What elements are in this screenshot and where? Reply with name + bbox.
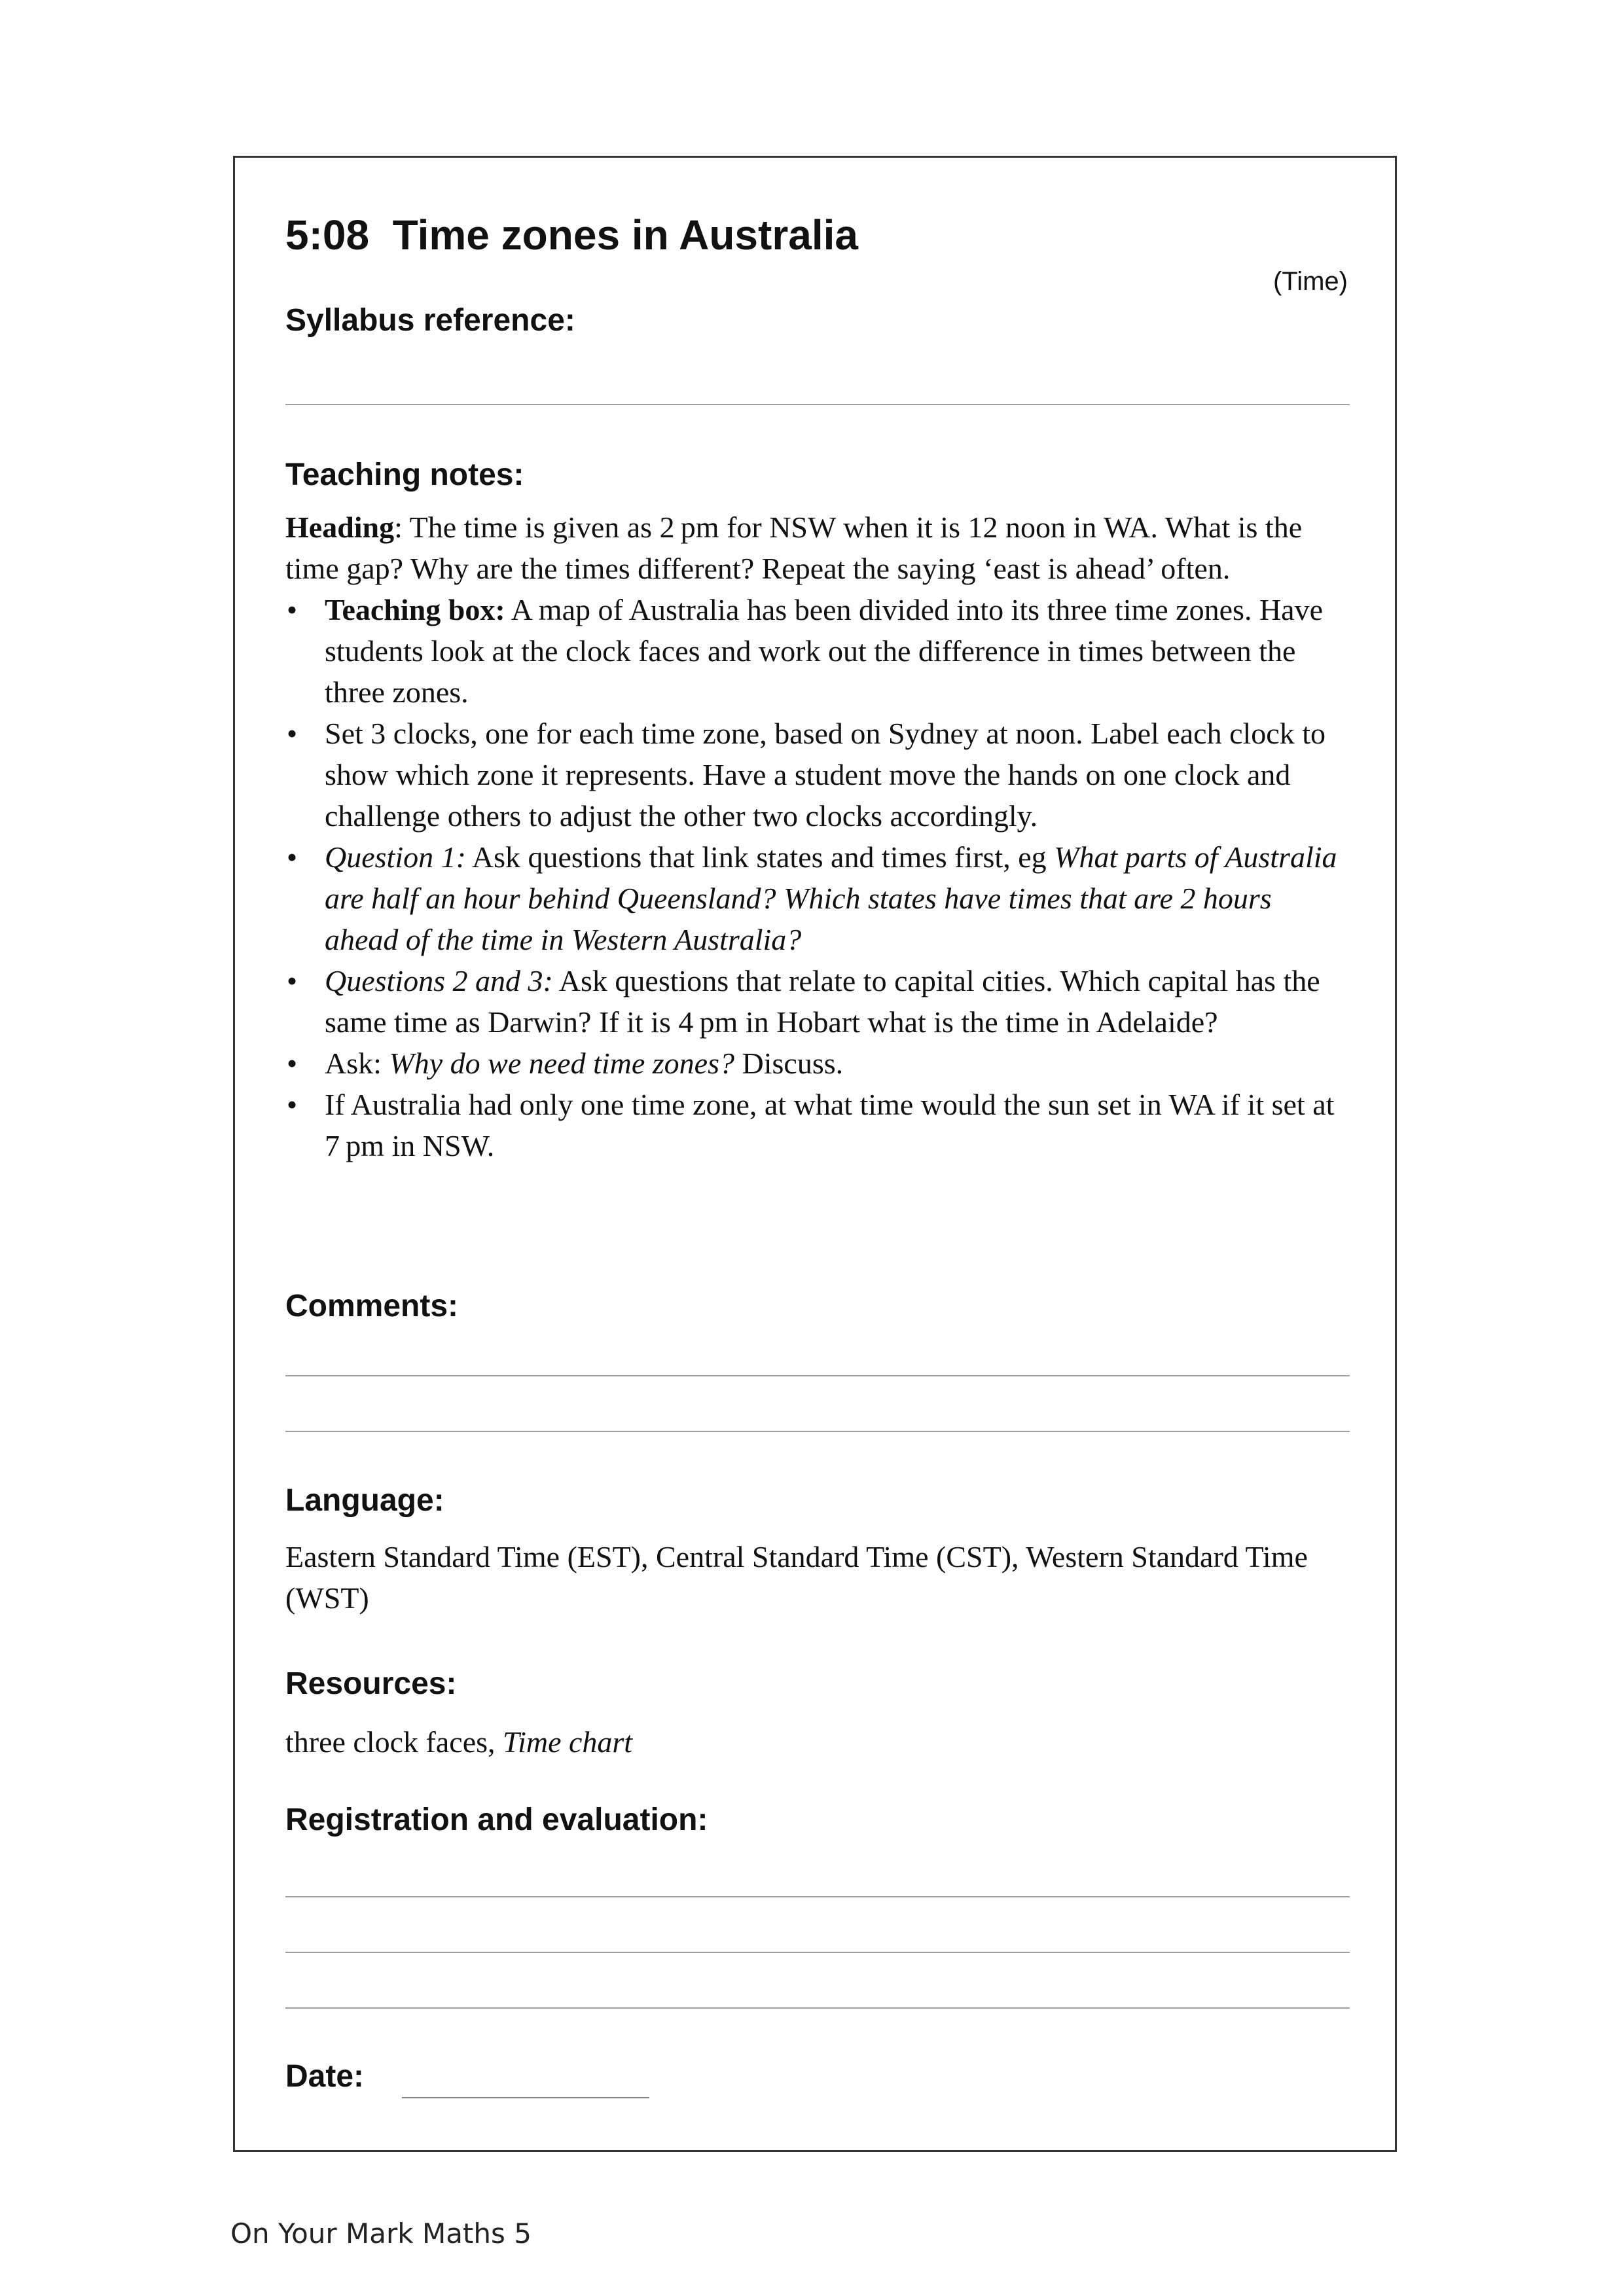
category-label: (Time)	[1272, 267, 1348, 296]
bullet-post: Discuss.	[734, 1047, 844, 1080]
registration-write-line[interactable]	[285, 1952, 1350, 1953]
resources-chart: Time chart	[503, 1725, 633, 1759]
teaching-notes-list	[285, 589, 1350, 1166]
registration-heading: Registration and evaluation:	[285, 1803, 708, 1837]
bullet-tail: What parts of Australia are half an hour behind Queensland? Which states have times that are 2 hours ahead of the time in Western Australia?	[325, 840, 1337, 956]
list-item	[285, 713, 1350, 836]
resources-items: three clock faces,	[285, 1725, 503, 1759]
page-title: 5:08 Time zones in Australia	[285, 211, 858, 259]
bullet-question: Why do we need time zones?	[389, 1047, 734, 1080]
bullet-text: Set 3 clocks, one for each time zone, based on Sydney at noon. Label each clock to show which zone it represents. Have a student move the hands on one clock and challenge others to adjust the other two clocks accordingly.	[325, 717, 1326, 833]
date-write-line[interactable]	[402, 2097, 649, 2098]
bullet-lead: Question 1:	[325, 840, 466, 874]
bullet-text: A map of Australia has been divided into its three time zones. Have students look at the clock faces and work out the difference in times between the three zones.	[325, 593, 1324, 709]
comments-write-line[interactable]	[285, 1431, 1350, 1432]
teaching-notes-body	[285, 507, 1350, 1166]
language-heading: Language:	[285, 1483, 444, 1518]
intro-lead: Heading	[285, 511, 395, 544]
registration-write-line[interactable]	[285, 1896, 1350, 1897]
registration-write-line[interactable]	[285, 2007, 1350, 2009]
syllabus-write-line[interactable]	[285, 404, 1350, 405]
teaching-notes-intro	[285, 507, 1350, 589]
resources-heading: Resources:	[285, 1666, 457, 1701]
bullet-text: If Australia had only one time zone, at what time would the sun set in WA if it set at 7 pm in NSW.	[325, 1088, 1335, 1162]
list-item	[285, 1084, 1350, 1166]
bullet-lead: Questions 2 and 3:	[325, 964, 553, 997]
list-item	[285, 589, 1350, 713]
list-item	[285, 836, 1350, 960]
teaching-notes-heading: Teaching notes:	[285, 457, 524, 492]
list-item	[285, 1043, 1350, 1084]
bullet-text: Ask questions that relate to capital cities. Which capital has the same time as Darwin? If it is 4 pm in Hobart what is the time in Adelaide?	[325, 964, 1320, 1039]
list-item	[285, 960, 1350, 1043]
resources-text	[285, 1721, 1350, 1763]
bullet-text: Ask questions that link states and times first, eg	[465, 840, 1055, 874]
language-text: Eastern Standard Time (EST), Central Standard Time (CST), Western Standard Time (WST)	[285, 1540, 1308, 1615]
syllabus-heading: Syllabus reference:	[285, 303, 575, 338]
bullet-pre: Ask:	[325, 1047, 389, 1080]
comments-write-line[interactable]	[285, 1375, 1350, 1376]
page-footer: On Your Mark Maths 5	[230, 2217, 532, 2250]
intro-text: : The time is given as 2 pm for NSW when it is 12 noon in WA. What is the time gap? Why are the times different? Repeat the saying ‘east is ahead’ often.	[285, 511, 1303, 585]
bullet-lead: Teaching box:	[325, 593, 505, 626]
comments-heading: Comments:	[285, 1289, 459, 1323]
date-label: Date:	[285, 2059, 365, 2094]
